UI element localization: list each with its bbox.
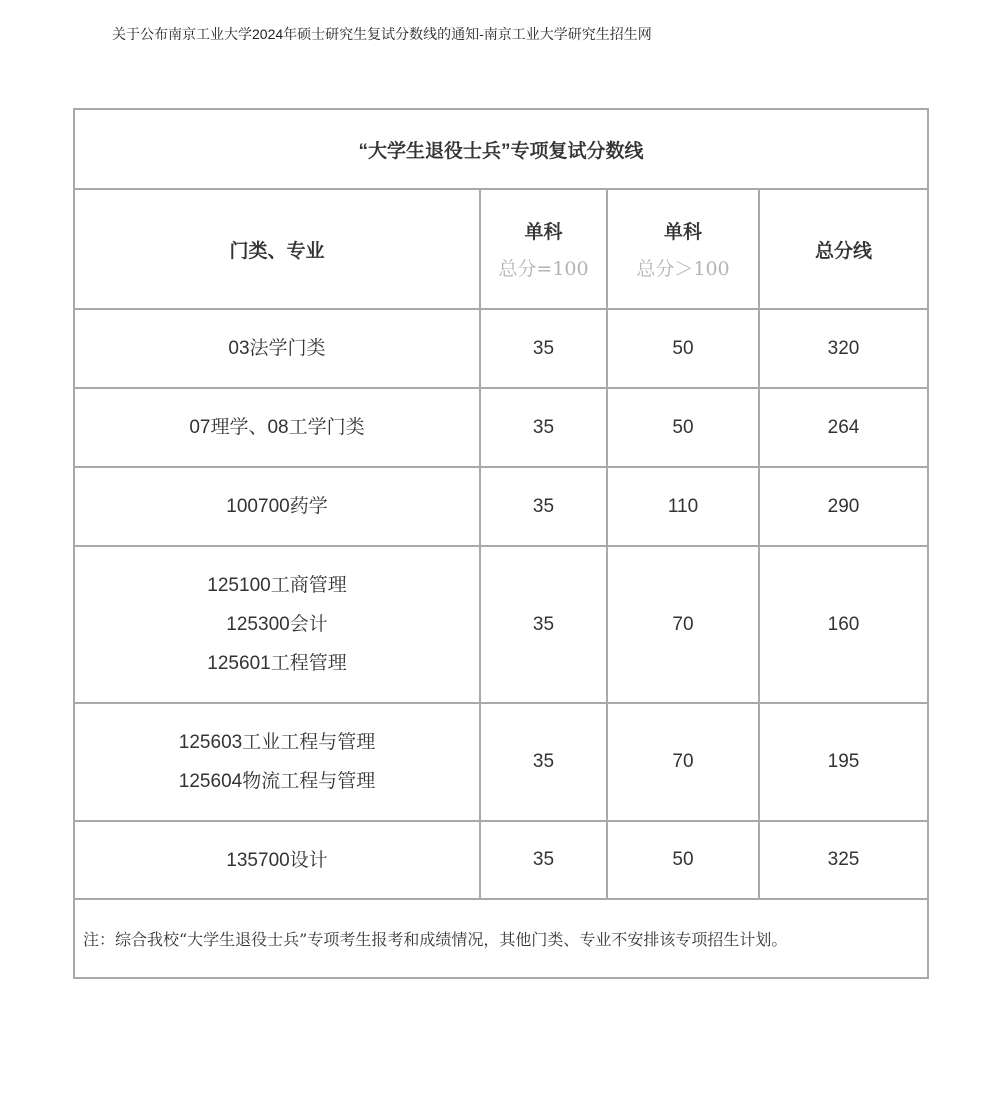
single-gt100-cell: 50 [607,821,759,899]
total-cell: 320 [759,309,928,388]
header-single-gt100-sub: 总分＞100 [636,258,730,280]
single-100-cell: 35 [480,467,607,546]
single-100-cell: 35 [480,388,607,467]
major-cell [74,388,480,467]
table-row [74,309,928,388]
major-name: 100700药学 [226,496,328,517]
table-row [74,703,928,821]
major-name: 07理学、08工学门类 [189,417,365,438]
page-header-title: 关于公布南京工业大学2024年硕士研究生复试分数线的通知-南京工业大学研究生招生网 [112,26,652,42]
single-100-cell: 35 [480,546,607,703]
major-name: 125604物流工程与管理 [178,771,376,792]
major-cell [74,467,480,546]
single-gt100-cell: 70 [607,546,759,703]
header-single-gt100 [607,189,759,309]
table-row [74,467,928,546]
table-note: 注：综合我校“大学生退役士兵”专项考生报考和成绩情况，其他门类、专业不安排该专项招生计划。 [74,899,928,978]
single-gt100-cell: 50 [607,388,759,467]
major-cell [74,309,480,388]
header-single-100-sub: 总分=100 [498,258,589,280]
header-category: 门类、专业 [74,189,480,309]
header-single-gt100-main: 单科 [663,222,702,243]
header-single-100 [480,189,607,309]
single-gt100-cell: 50 [607,309,759,388]
table-row [74,388,928,467]
major-cell [74,703,480,821]
header-total: 总分线 [759,189,928,309]
total-cell: 290 [759,467,928,546]
table-row [74,546,928,703]
major-name: 125603工业工程与管理 [178,732,376,753]
total-cell: 195 [759,703,928,821]
total-cell: 325 [759,821,928,899]
major-name: 125100工商管理 [207,575,347,596]
total-cell: 160 [759,546,928,703]
score-table [73,108,929,979]
major-cell [74,546,480,703]
major-cell [74,821,480,899]
single-gt100-cell: 110 [607,467,759,546]
single-100-cell: 35 [480,309,607,388]
major-name: 125601工程管理 [207,653,347,674]
table-title: “大学生退役士兵”专项复试分数线 [74,109,928,189]
header-single-100-main: 单科 [524,222,563,243]
single-100-cell: 35 [480,821,607,899]
table-row [74,821,928,899]
major-name: 135700设计 [226,849,328,871]
major-name: 03法学门类 [228,338,326,359]
single-gt100-cell: 70 [607,703,759,821]
major-name: 125300会计 [226,614,328,635]
single-100-cell: 35 [480,703,607,821]
total-cell: 264 [759,388,928,467]
